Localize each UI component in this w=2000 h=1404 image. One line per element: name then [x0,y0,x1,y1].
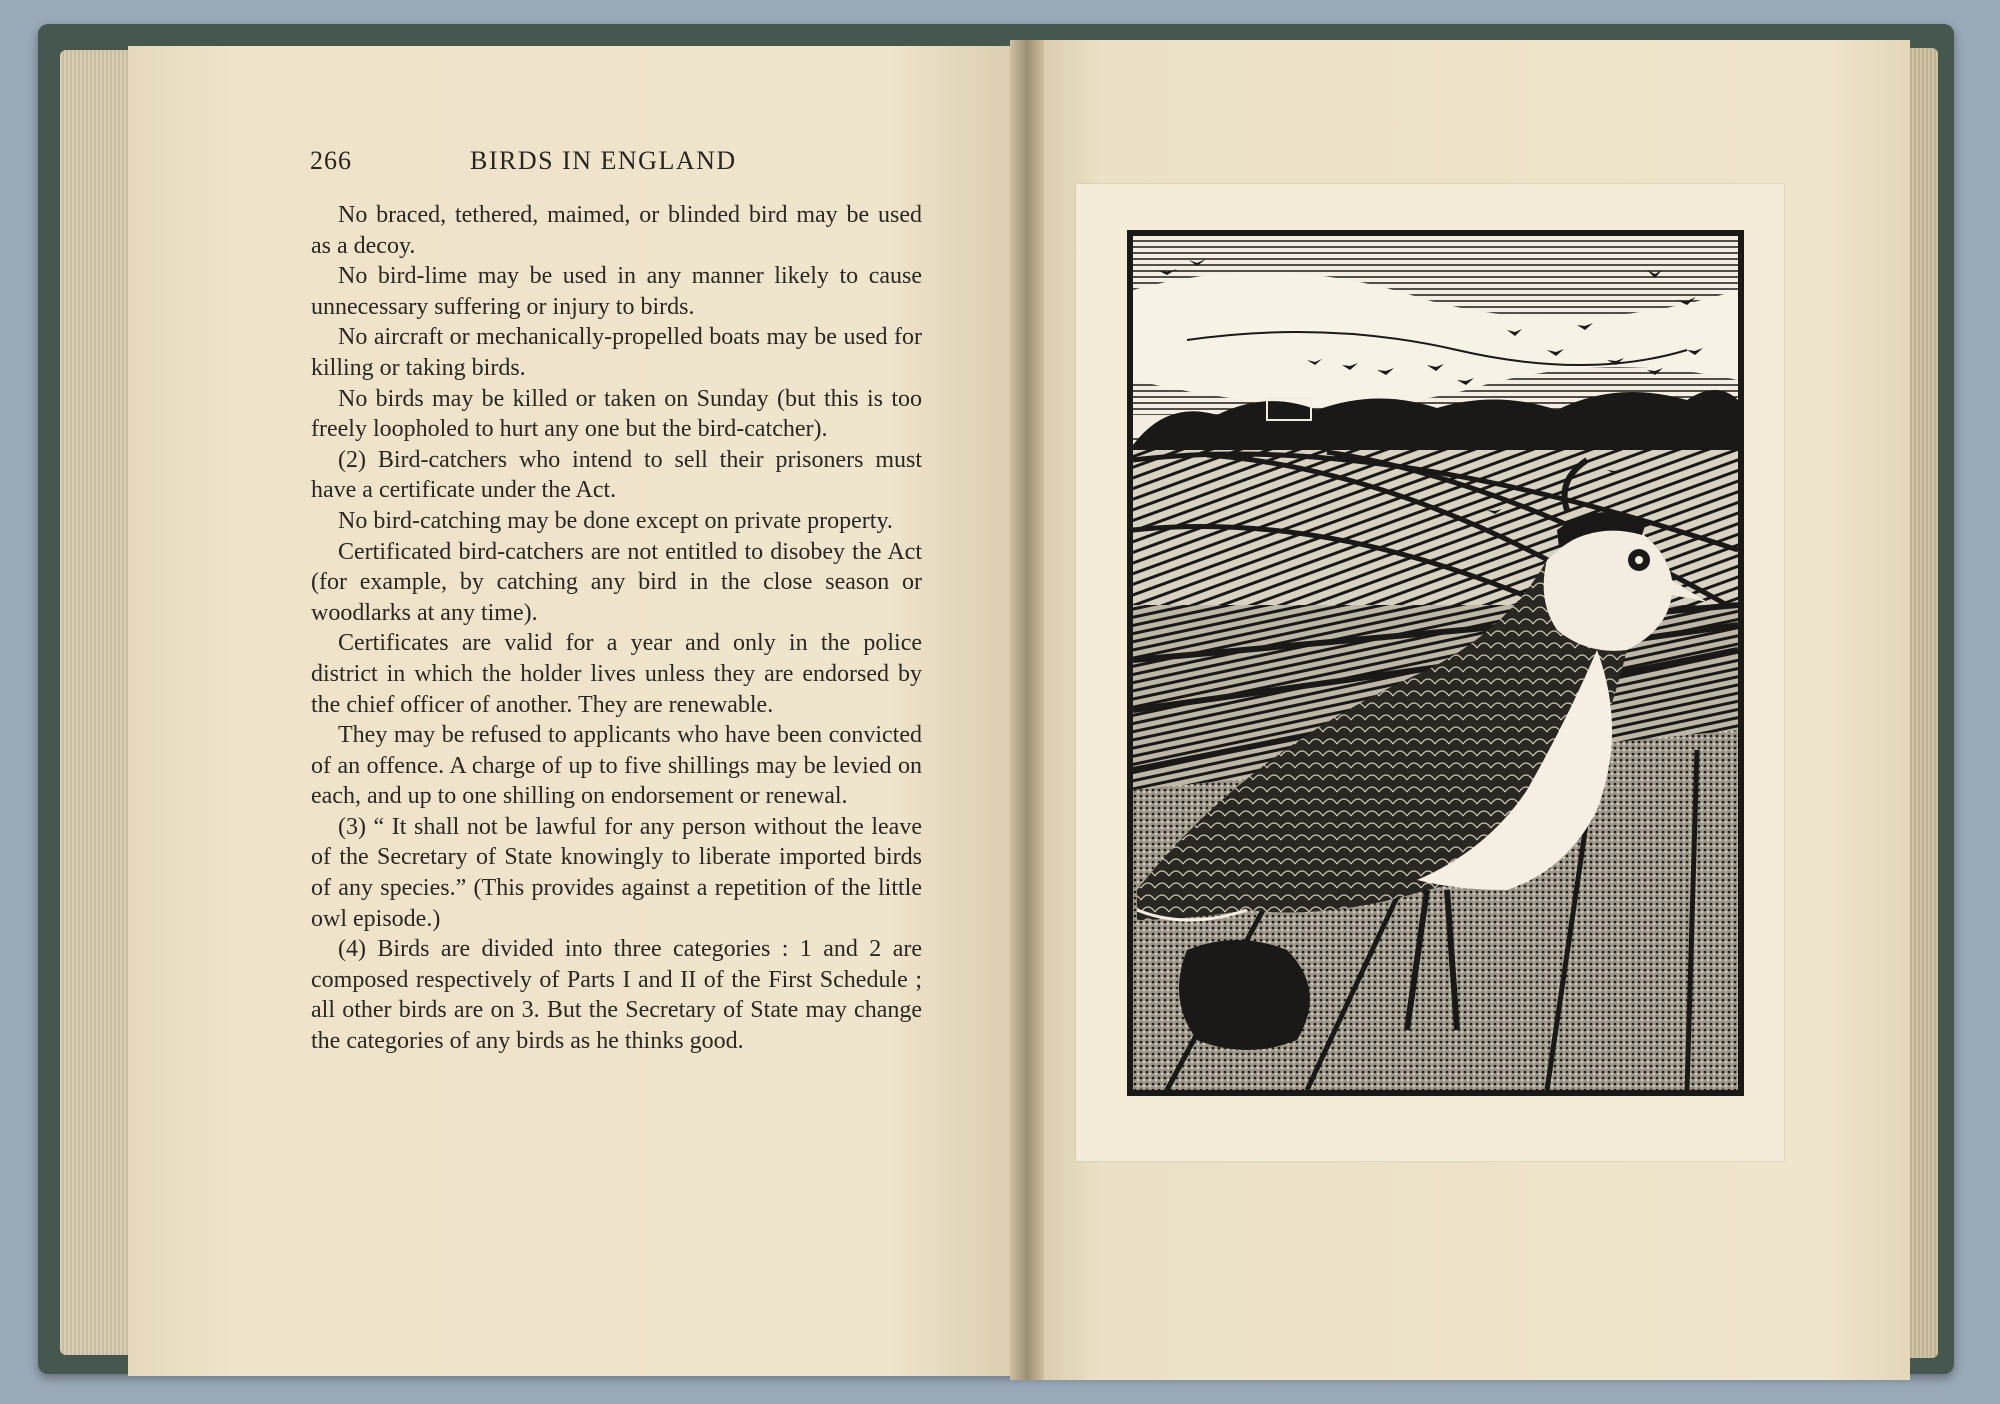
paragraph: (4) Birds are divided into three categories : 1 and 2 are composed respectively of Parts I and II of the First Schedule ; all other birds are on 3. But the Secretary of State may change the categories of any birds as he thinks good. [311,936,922,1055]
paragraph: (3) “ It shall not be lawful for any person without the leave of the Secretary of State knowingly to liberate imported birds of any species.” (This provides against a repetition of the little owl episode.) [311,813,922,932]
book-gutter [1010,40,1044,1380]
paragraph: No bird-lime may be used in any manner likely to cause unnecessary suffering or injury to birds. [311,263,922,320]
page-number: 266 [310,146,352,175]
page-header [310,146,920,180]
paragraph: No birds may be killed or taken on Sunday (but this is too freely loopholed to hurt any one but the bird-catcher). [311,385,922,443]
body-text [311,200,922,1057]
paragraph: No bird-catching may be done except on private property. [338,507,893,534]
paragraph: (2) Bird-catchers who intend to sell their prisoners must have a certificate under the Act. [311,446,922,504]
paragraph: Certificates are valid for a year and only in the police district in which the holder lives unless they are endorsed by the chief officer of another. They are renewable. [311,630,922,718]
lapwing-engraving [1127,230,1744,1096]
engraving-illustration [1127,230,1744,1096]
paragraph: They may be refused to applicants who have been convicted of an offence. A charge of up to five shillings may be levied on each, and up to one shilling on endorsement or renewal. [311,722,922,810]
running-title: BIRDS IN ENGLAND [470,146,737,175]
paragraph: Certificated bird-catchers are not entitled to disobey the Act (for example, by catching any bird in the close season or woodlarks at any time). [311,538,922,626]
paragraph: No braced, tethered, maimed, or blinded bird may be used as a decoy. [311,202,922,259]
paragraph: No aircraft or mechanically-propelled boats may be used for killing or taking birds. [311,324,922,381]
